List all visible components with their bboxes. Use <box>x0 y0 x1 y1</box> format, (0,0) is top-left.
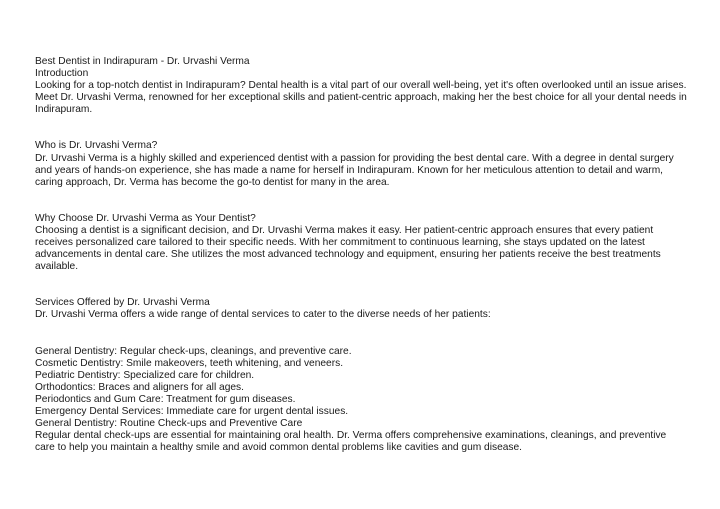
section-spacer <box>35 273 687 297</box>
document-body <box>35 56 687 454</box>
service-item: Periodontics and Gum Care: Treatment for gum diseases. <box>35 393 296 405</box>
closing-paragraph: Regular dental check-ups are essential for maintaining oral health. Dr. Verma offers comprehensive examinations, cleanings, and preventive care to help you maintain a healthy smile and avoid common dental problems like cavities and gum disease. <box>35 430 667 454</box>
service-item: Orthodontics: Braces and aligners for all ages. <box>35 381 244 393</box>
services-heading: Services Offered by Dr. Urvashi Verma <box>35 297 210 309</box>
why-heading: Why Choose Dr. Urvashi Verma as Your Dentist? <box>35 212 256 224</box>
who-paragraph: Dr. Urvashi Verma is a highly skilled and experienced dentist with a passion for providing the best dental care. With a degree in dental surgery and years of hands-on experience, she has made a name for herself in Indirapuram. Known for her meticulous attention to detail and warm, caring approach, Dr. Verma has become the go-to dentist for many in the area. <box>35 152 674 188</box>
who-heading: Who is Dr. Urvashi Verma? <box>35 140 158 152</box>
document-title: Best Dentist in Indirapuram - Dr. Urvashi Verma <box>35 56 250 67</box>
services-paragraph: Dr. Urvashi Verma offers a wide range of dental services to cater to the diverse needs of her patients: <box>35 309 491 321</box>
intro-heading: Introduction <box>35 68 89 80</box>
service-item: General Dentistry: Routine Check-ups and Preventive Care <box>35 418 303 430</box>
why-paragraph: Choosing a dentist is a significant decision, and Dr. Urvashi Verma makes it easy. Her patient-centric approach ensures that every patient receives personalized care tailored to their specific needs. With her commitment to continuous learning, she stays updated on the latest advancements in dental care. She utilizes the most advanced technology and equipment, ensuring her patients receive the best treatments available. <box>35 224 661 273</box>
section-spacer <box>35 322 687 346</box>
intro-paragraph: Looking for a top-notch dentist in Indirapuram? Dental health is a vital part of our overall well-being, yet it's often overlooked until an issue arises. Meet Dr. Urvashi Verma, renowned for her exceptional skills and patient-centric approach, making her the best choice for all your dental needs in Indirapuram. <box>35 80 687 116</box>
service-item: General Dentistry: Regular check-ups, cleanings, and preventive care. <box>35 345 352 357</box>
section-spacer <box>35 189 687 213</box>
service-item: Pediatric Dentistry: Specialized care for children. <box>35 369 255 381</box>
service-item: Emergency Dental Services: Immediate care for urgent dental issues. <box>35 405 349 417</box>
service-item: Cosmetic Dentistry: Smile makeovers, teeth whitening, and veneers. <box>35 357 344 369</box>
section-spacer <box>35 116 687 140</box>
